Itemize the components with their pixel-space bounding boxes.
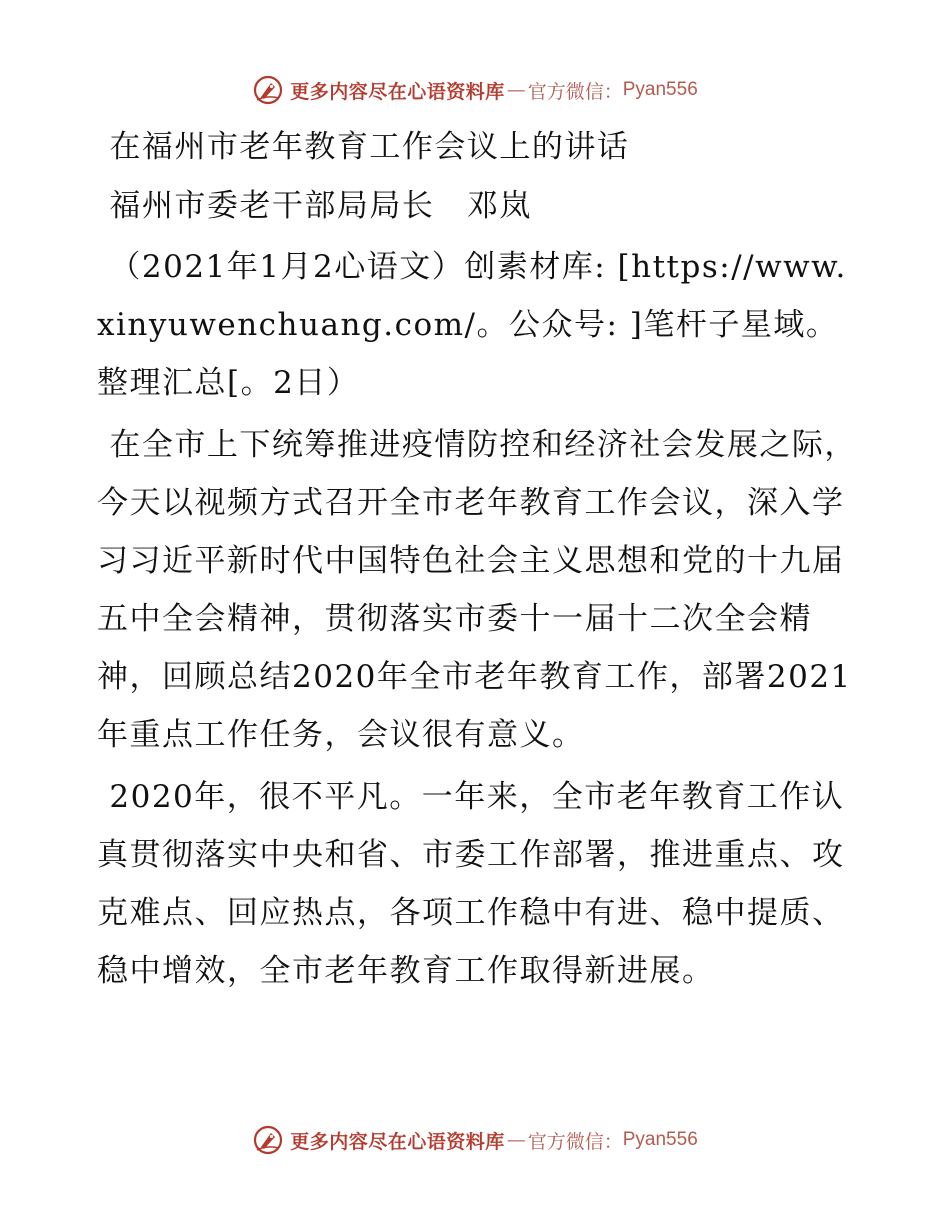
banner-wechat-id: Pyan556 (622, 79, 698, 100)
banner-wechat-label: 官方微信： (527, 1130, 623, 1153)
banner-wechat-id: Pyan556 (622, 1129, 698, 1150)
body-paragraph: 在全市上下统筹推进疫情防控和经济社会发展之际，今天以视频方式召开全市老年教育工作会议，深入学习习近平新时代中国特色社会主义思想和党的十九届五中全会精神，贯彻落实市委十一届十二次全会精神，回顾总结2020年全市老年教育工作，部署2021年重点工作任务，会议很有意义。 (97, 427, 857, 753)
pen-nib-logo-icon (252, 1124, 284, 1156)
document-body (97, 118, 857, 1004)
document-author: 福州市委老干部局局长 邓岚 (109, 188, 532, 224)
banner-brand-text: 更多内容尽在心语资料库 (290, 1130, 505, 1153)
footer-banner (0, 1120, 950, 1160)
banner-separator: — (506, 1129, 526, 1151)
pen-nib-logo-icon (252, 74, 284, 106)
header-banner (0, 70, 950, 110)
banner-separator: — (506, 79, 526, 101)
body-paragraph: 2020年，很不平凡。一年来，全市老年教育工作认真贯彻落实中央和省、市委工作部署，推进重点、攻克难点、回应热点，各项工作稳中有进、稳中提质、稳中增效，全市老年教育工作取得新进展。 (97, 779, 845, 989)
document-date-line: （2021年1月2心语文）创素材库: [https://www.xinyuwenchuang.com/。公众号: ]笔杆子星域。整理汇总[。2日） (97, 249, 847, 401)
banner-brand-text: 更多内容尽在心语资料库 (290, 80, 505, 103)
document-title: 在福州市老年教育工作会议上的讲话 (109, 129, 630, 165)
banner-wechat-label: 官方微信： (527, 80, 623, 103)
